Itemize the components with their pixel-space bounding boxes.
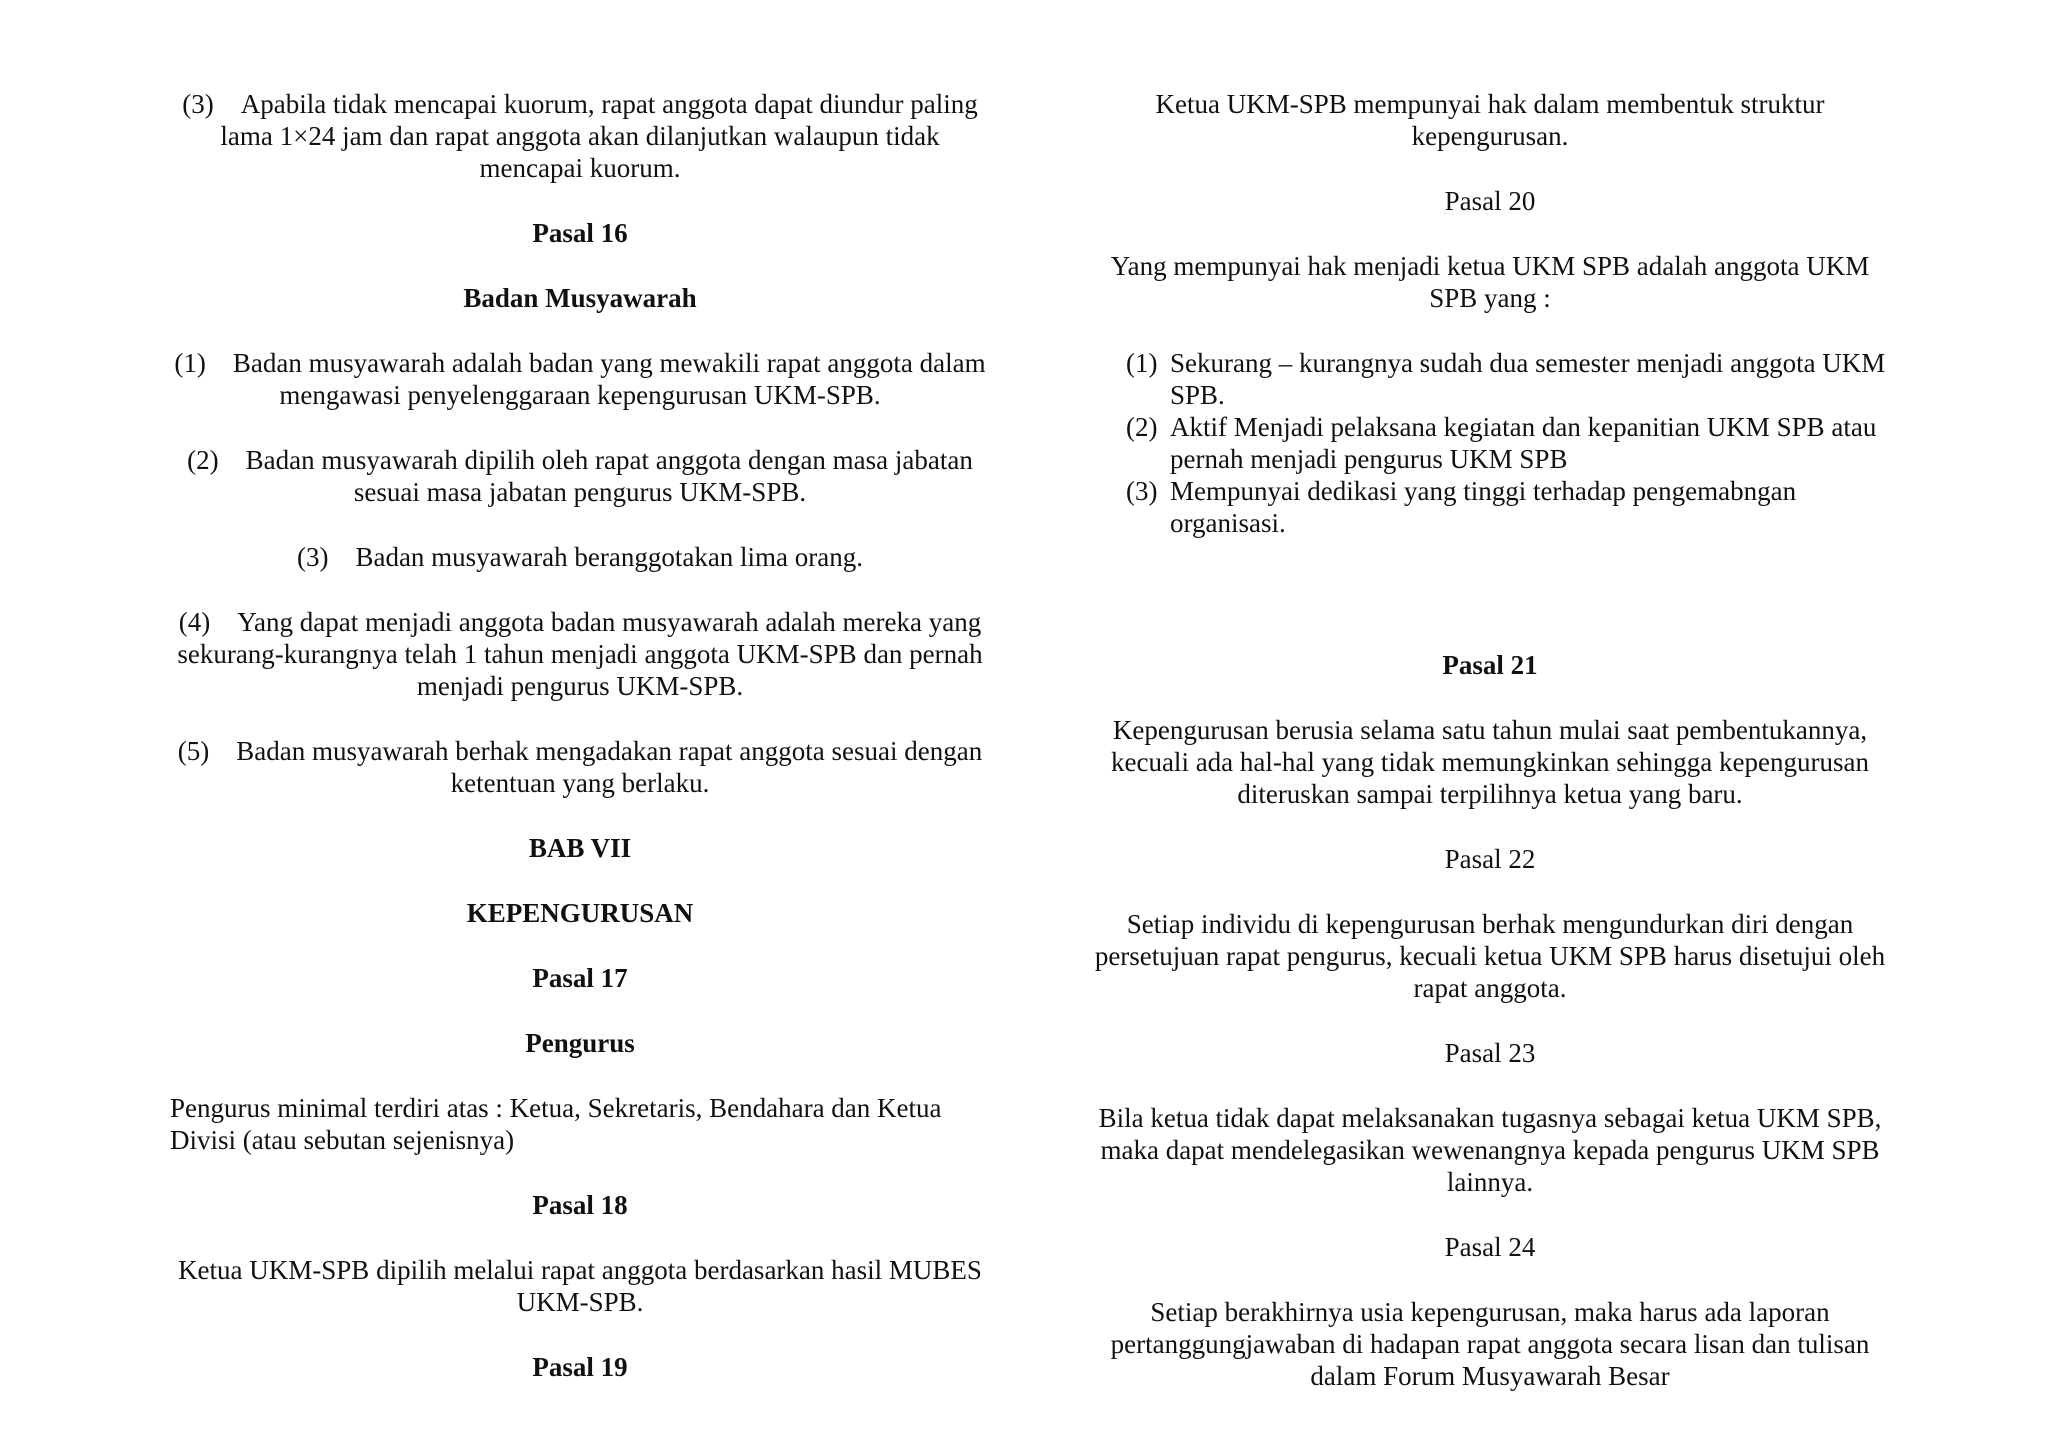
list-item-number: (3) [1126, 476, 1158, 506]
list-item-text: Mempunyai dedikasi yang tinggi terhadap pengemabngan organisasi. [1170, 476, 1797, 538]
badan-musyawarah-item-5: (5) Badan musyawarah berhak mengadakan rapat anggota sesuai dengan ketentuan yang berlaku. [177, 736, 983, 798]
badan-musyawarah-item-2: (2) Badan musyawarah dipilih oleh rapat anggota dengan masa jabatan sesuai masa jabatan pengurus UKM-SPB. [187, 445, 973, 507]
list-item-number: (2) [1126, 412, 1158, 442]
pasal-24-text: Setiap berakhirnya usia kepengurusan, maka harus ada laporan pertanggungjawaban di hadapan rapat anggota secara lisan dan tulisan dalam Forum Musyawarah Besar [1110, 1297, 1870, 1391]
list-item [1126, 347, 1900, 411]
badan-musyawarah-heading: Badan Musyawarah [463, 283, 697, 313]
pasal-23-heading: Pasal 23 [1444, 1038, 1536, 1068]
pasal-24-heading: Pasal 24 [1444, 1232, 1536, 1262]
pasal-20-list [1080, 347, 1900, 539]
pasal-20-text: Yang mempunyai hak menjadi ketua UKM SPB adalah anggota UKM SPB yang : [1110, 251, 1870, 313]
pasal-16-heading: Pasal 16 [532, 218, 628, 248]
badan-musyawarah-item-1: (1) Badan musyawarah adalah badan yang mewakili rapat anggota dalam mengawasi penyelenggaraan kepengurusan UKM-SPB. [174, 348, 986, 410]
list-item-number: (1) [1126, 348, 1158, 378]
pasal-22-text: Setiap individu di kepengurusan berhak mengundurkan diri dengan persetujuan rapat pengurus, kecuali ketua UKM SPB harus disetujui oleh rapat anggota. [1094, 909, 1886, 1003]
list-item [1126, 411, 1900, 475]
pasal-20-heading: Pasal 20 [1444, 186, 1536, 216]
pasal-18-heading: Pasal 18 [532, 1190, 628, 1220]
right-column [1080, 88, 1900, 1392]
left-column [170, 88, 990, 1383]
list-item-text: Sekurang – kurangnya sudah dua semester menjadi anggota UKM SPB. [1170, 348, 1886, 410]
pasal15-item-3: (3) Apabila tidak mencapai kuorum, rapat anggota dapat diundur paling lama 1×24 jam dan rapat anggota akan dilanjutkan walaupun tidak mencapai kuorum. [182, 89, 978, 183]
pasal-23-text: Bila ketua tidak dapat melaksanakan tugasnya sebagai ketua UKM SPB, maka dapat mendelegasikan wewenangnya kepada pengurus UKM SPB lainnya. [1098, 1103, 1882, 1197]
badan-musyawarah-item-3: (3) Badan musyawarah beranggotakan lima orang. [296, 542, 864, 572]
list-item-text: Aktif Menjadi pelaksana kegiatan dan kepanitian UKM SPB atau pernah menjadi pengurus UKM SPB [1170, 412, 1877, 474]
pasal-19-heading: Pasal 19 [532, 1352, 628, 1382]
pengurus-text: Pengurus minimal terdiri atas : Ketua, Sekretaris, Bendahara dan Ketua Divisi (atau sebutan sejenisnya) [170, 1093, 942, 1155]
pasal-21-text: Kepengurusan berusia selama satu tahun mulai saat pembentukannya, kecuali ada hal-hal yang tidak memungkinkan sehingga kepengurusan diteruskan sampai terpilihnya ketua yang baru. [1110, 715, 1869, 809]
pasal-17-heading: Pasal 17 [532, 963, 628, 993]
list-item [1126, 475, 1900, 539]
kepengurusan-heading: KEPENGURUSAN [466, 898, 694, 928]
pasal-18-text: Ketua UKM-SPB dipilih melalui rapat anggota berdasarkan hasil MUBES UKM-SPB. [178, 1255, 982, 1317]
bab-7-heading: BAB VII [528, 833, 632, 863]
badan-musyawarah-item-4: (4) Yang dapat menjadi anggota badan musyawarah adalah mereka yang sekurang-kurangnya telah 1 tahun menjadi anggota UKM-SPB dan pernah menjadi pengurus UKM-SPB. [177, 607, 983, 701]
pasal-21-heading: Pasal 21 [1442, 650, 1538, 680]
pasal-19-text: Ketua UKM-SPB mempunyai hak dalam membentuk struktur kepengurusan. [1155, 89, 1825, 151]
pasal-22-heading: Pasal 22 [1444, 844, 1536, 874]
pengurus-heading: Pengurus [525, 1028, 635, 1058]
